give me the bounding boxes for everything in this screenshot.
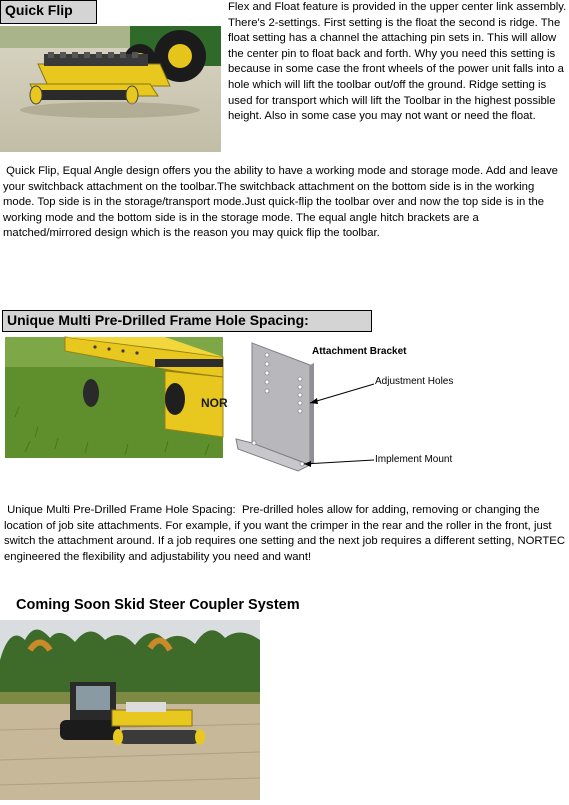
svg-text:NOR: NOR <box>201 396 228 410</box>
quick-flip-side-text: Flex and Float feature is provided in the upper center link assembly. There's 2-settings. First setting is the float the second is ridge. The float setting has a channel the attaching pin sets in. This will allow the center pin to float back and forth. Why you need this setting is because in some case the front wheels of the power unit falls into a hole which will lift the toolbar out/off the ground. Ridge setting is used for transport which will lift the Toolbar in the highest possible height. Also in some case you may not want or need the float. <box>228 1 567 123</box>
attachment-bracket-diagram <box>230 337 540 477</box>
bracket-diagram-title: Attachment Bracket <box>312 346 407 357</box>
section-title-coupler: Coming Soon Skid Steer Coupler System <box>16 597 300 613</box>
frame-hole-photo <box>5 337 228 458</box>
skid-steer-photo <box>0 620 260 800</box>
hole-spacing-body-text: Unique Multi Pre-Drilled Frame Hole Spacing: Pre-drilled holes allow for adding, removing or changing the location of job site attachments. For example, if you want the crimper in the rear and the roller in the front, just switch the attachment around. If a job requires one setting and the next job requires a different setting, NORTEC engineered the flexibility and adjustability you need and want! <box>4 504 569 563</box>
label-implement-mount: Implement Mount <box>375 454 453 465</box>
quick-flip-photo <box>0 26 221 152</box>
label-adjustment-holes: Adjustment Holes <box>375 376 454 387</box>
quick-flip-body-text: Quick Flip, Equal Angle design offers you the ability to have a working mode and storage mode. Add and leave your switchback attachment on the toolbar.The switchback attachment on the bottom side is in the working mode. Top side is in the storage/transport mode.Just quick-flip the toolbar over and now the top side is in the working mode and the bottom side is in the storage mode. The equal angle hitch brackets are a matched/mirrored design which is the reason you may quick flip the toolbar. <box>3 165 562 240</box>
section-title-quick-flip: Quick Flip <box>0 0 97 24</box>
section-title-hole-spacing: Unique Multi Pre-Drilled Frame Hole Spacing: <box>2 310 372 332</box>
